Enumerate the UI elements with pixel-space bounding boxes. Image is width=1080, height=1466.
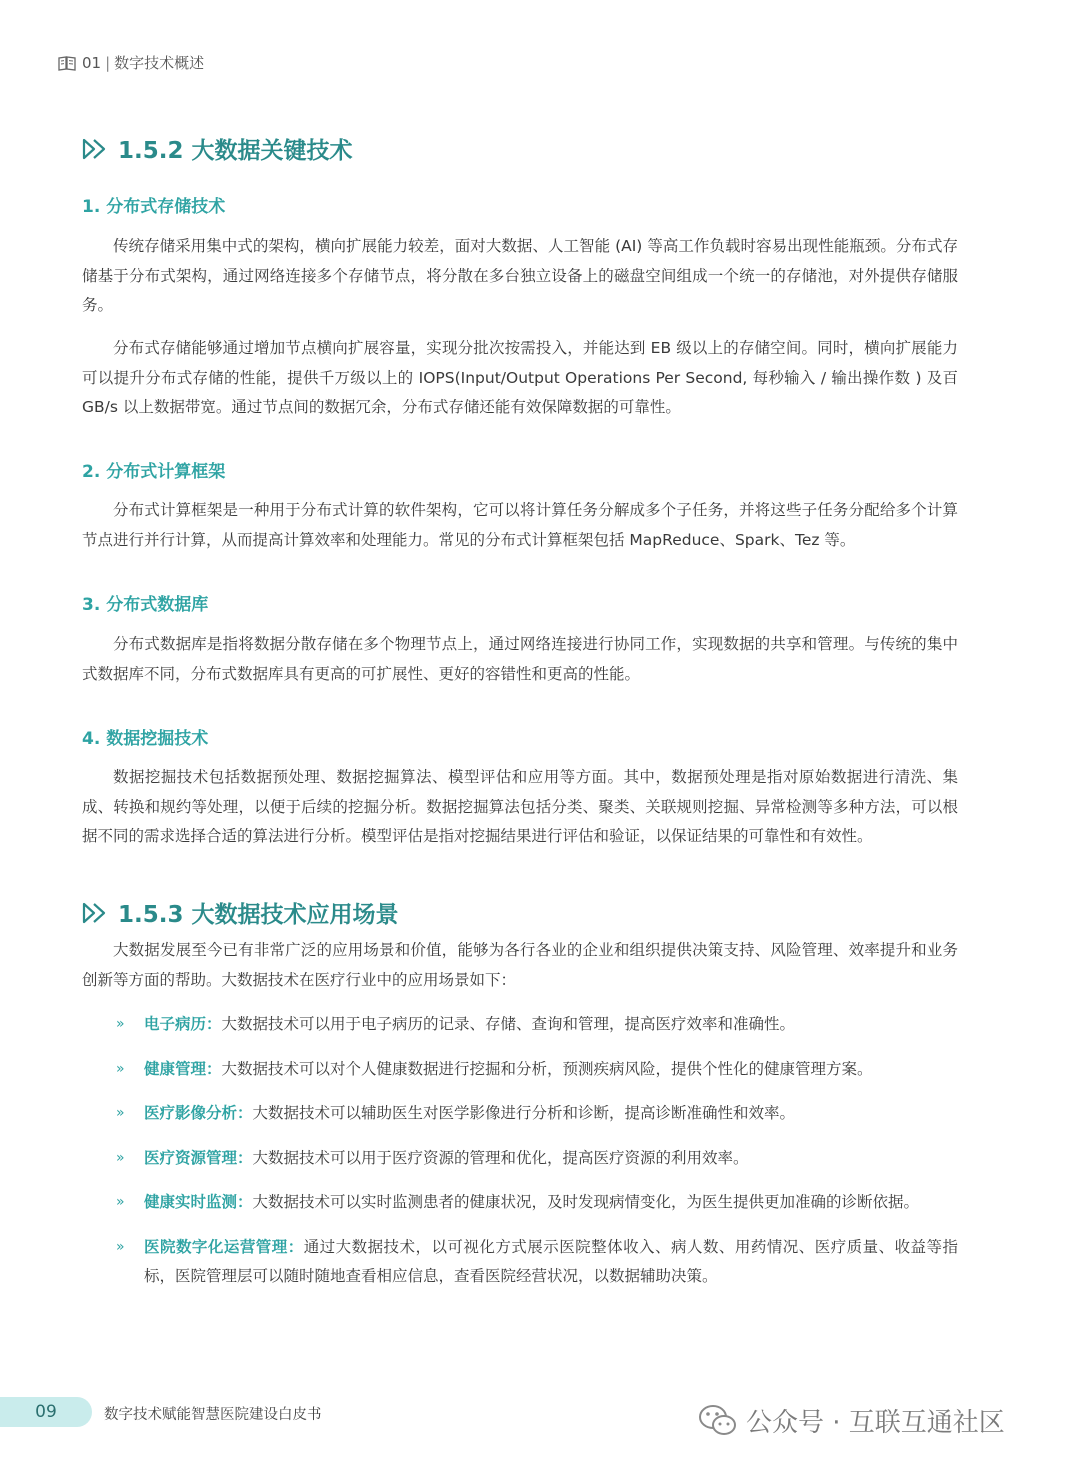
subsection-title-1: 1. 分布式存储技术 bbox=[82, 197, 226, 217]
bullet-marker: » bbox=[116, 1238, 125, 1255]
chapter-number: 01 bbox=[82, 53, 102, 72]
bullet-marker: » bbox=[116, 1105, 125, 1121]
subsection-title-2: 2. 分布式计算框架 bbox=[82, 462, 226, 482]
paragraph: 传统存储采用集中式的架构，横向扩展能力较差，面对大数据、人工智能 (AI) 等高工作负载时容易出现性能瓶颈。分布式存储基于分布式架构，通过网络连接多个存储节点，将分散在多台独立设备上的磁盘空间组成一个统一的存储池，对外提供存储服务。 bbox=[82, 237, 958, 314]
list-item bbox=[112, 1144, 958, 1174]
item-text: 大数据技术可以用于医疗资源的管理和优化，提高医疗资源的利用效率。 bbox=[252, 1148, 749, 1167]
chapter-header bbox=[58, 52, 204, 73]
page-number-tab bbox=[0, 1397, 92, 1427]
item-term: 电子病历： bbox=[144, 1015, 222, 1033]
subsection-title-3: 3. 分布式数据库 bbox=[82, 595, 209, 615]
double-play-icon bbox=[82, 138, 108, 160]
item-term: 健康实时监测： bbox=[144, 1193, 253, 1211]
paragraph: 数据挖掘技术包括数据预处理、数据挖掘算法、模型评估和应用等方面。其中，数据预处理是指对原始数据进行清洗、集成、转换和规约等处理，以便于后续的挖掘分析。数据挖掘算法包括分类、聚类、关联规则挖掘、异常检测等多种方法，可以根据不同的需求选择合适的算法进行分析。模型评估是指对挖掘结果进行评估和验证，以保证结果的可靠性和有效性。 bbox=[82, 768, 958, 845]
application-list bbox=[112, 1010, 958, 1307]
bullet-marker: » bbox=[116, 1016, 125, 1032]
item-text: 大数据技术可以辅助医生对医学影像进行分析和诊断，提高诊断准确性和效率。 bbox=[252, 1104, 796, 1122]
paragraph: 分布式数据库是指将数据分散存储在多个物理节点上，通过网络连接进行协同工作，实现数据的共享和管理。与传统的集中式数据库不同，分布式数据库具有更高的可扩展性、更好的容错性和更高的性能。 bbox=[82, 635, 958, 683]
bullet-marker: » bbox=[116, 1060, 125, 1077]
double-play-icon bbox=[82, 902, 108, 924]
item-text: 大数据技术可以对个人健康数据进行挖掘和分析，预测疾病风险，提供个性化的健康管理方案。 bbox=[221, 1059, 873, 1078]
section-title-153 bbox=[82, 896, 399, 929]
header-divider: | bbox=[105, 53, 111, 72]
section-title-152 bbox=[82, 132, 353, 165]
bullet-marker: » bbox=[116, 1194, 125, 1210]
wechat-icon bbox=[698, 1404, 738, 1438]
item-text: 通过大数据技术，以可视化方式展示医院整体收入、病人数、用药情况、医疗质量、收益等指标，医院管理层可以随时随地查看相应信息，查看医院经营状况，以数据辅助决策。 bbox=[144, 1237, 958, 1285]
footer-book-title: 数字技术赋能智慧医院建设白皮书 bbox=[104, 1407, 322, 1423]
paragraph-intro: 大数据发展至今已有非常广泛的应用场景和价值，能够为各行各业的企业和组织提供决策支持、风险管理、效率提升和业务创新等方面的帮助。大数据技术在医疗行业中的应用场景如下： bbox=[82, 941, 958, 989]
chapter-title: 数字技术概述 bbox=[114, 54, 205, 72]
list-item bbox=[112, 1055, 958, 1085]
bullet-marker: » bbox=[116, 1149, 125, 1166]
watermark-text: 公众号 · 互联互通社区 bbox=[746, 1408, 1005, 1438]
item-term: 健康管理： bbox=[144, 1059, 222, 1078]
page-number: 09 bbox=[35, 1402, 57, 1422]
paragraph: 分布式存储能够通过增加节点横向扩展容量，实现分批次按需投入，并能达到 EB 级以上的存储空间。同时，横向扩展能力可以提升分布式存储的性能，提供千万级以上的 IOPS(Input/Output Operations Per Second, 每秒输入 / 输出操作数 ) 及百 GB/s 以上数据带宽。通过节点间的数据冗余，分布式存储还能有效保障数据的可靠性。 bbox=[82, 339, 958, 416]
item-term: 医疗影像分析： bbox=[144, 1104, 253, 1122]
list-item bbox=[112, 1010, 958, 1040]
section-title-text: 1.5.3 大数据技术应用场景 bbox=[118, 902, 399, 928]
item-text: 大数据技术可以用于电子病历的记录、存储、查询和管理，提高医疗效率和准确性。 bbox=[221, 1015, 796, 1033]
paragraph: 分布式计算框架是一种用于分布式计算的软件架构，它可以将计算任务分解成多个子任务，并将这些子任务分配给多个计算节点进行并行计算，从而提高计算效率和处理能力。常见的分布式计算框架包括 MapReduce、Spark、Tez 等。 bbox=[82, 501, 958, 549]
section-title-text: 1.5.2 大数据关键技术 bbox=[118, 138, 353, 164]
list-item bbox=[112, 1188, 958, 1218]
item-term: 医院数字化运营管理： bbox=[144, 1237, 304, 1256]
subsection-title-4: 4. 数据挖掘技术 bbox=[82, 729, 209, 749]
list-item bbox=[112, 1099, 958, 1129]
list-item bbox=[112, 1233, 958, 1292]
item-text: 大数据技术可以实时监测患者的健康状况，及时发现病情变化，为医生提供更加准确的诊断依据。 bbox=[252, 1193, 920, 1211]
item-term: 医疗资源管理： bbox=[144, 1148, 253, 1167]
book-icon bbox=[58, 55, 76, 71]
watermark bbox=[698, 1402, 1005, 1439]
